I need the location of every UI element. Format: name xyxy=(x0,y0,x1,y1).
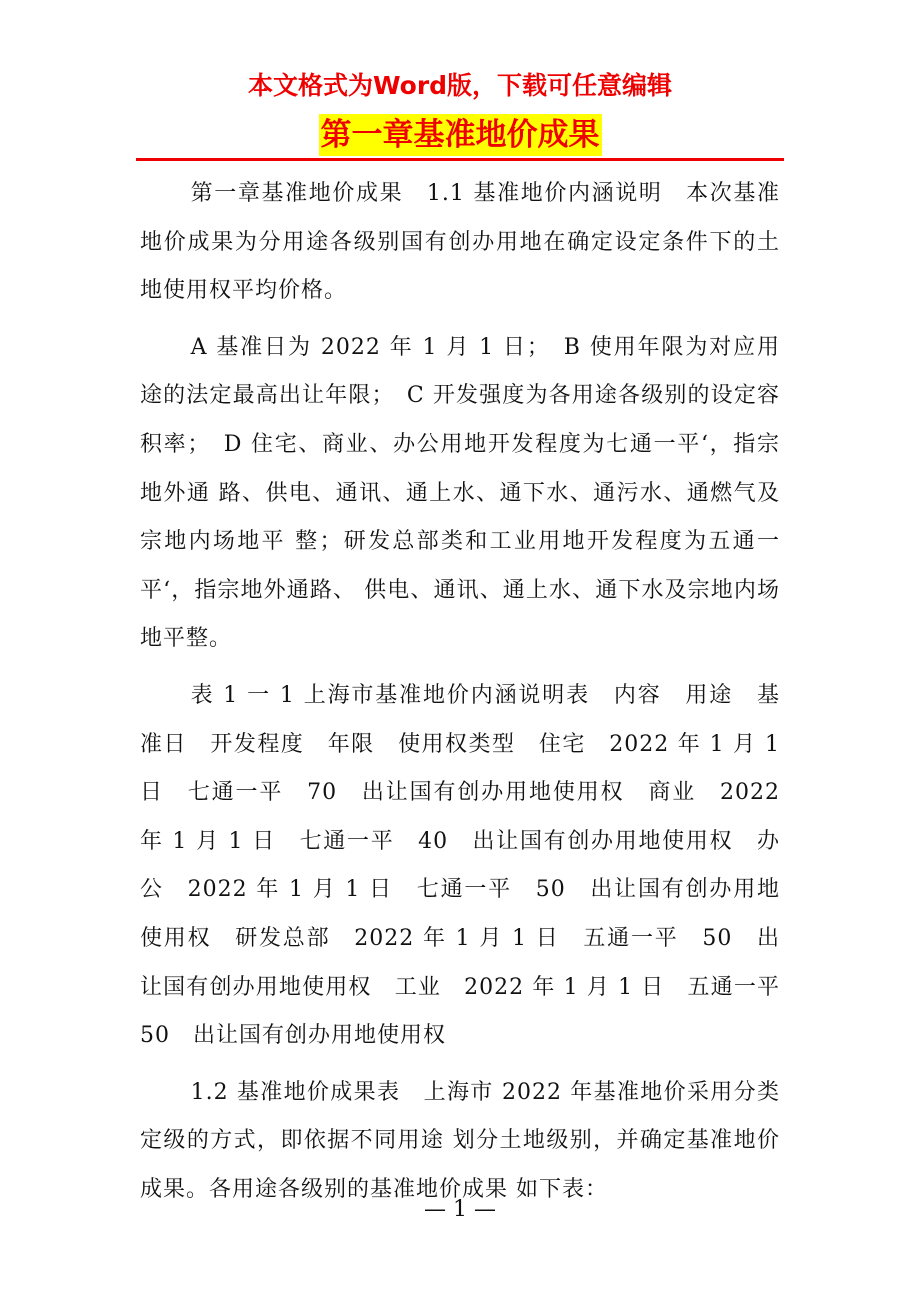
paragraph-intro: 第一章基准地价成果 1.1 基准地价内涵说明 本次基准地价成果为分用途各级别国有创办用地在确定设定条件下的土地使用权平均价格。 xyxy=(140,181,780,304)
paragraph-results: 1.2 基准地价成果表 上海市 2022 年基准地价采用分类定级的方式，即依据不同用途 划分土地级别，并确定基准地价成果。各用途各级别的基准地价成果 如下表： xyxy=(140,1079,780,1202)
document-body xyxy=(140,170,804,1222)
paragraph-table-description: 表 1 一 1 上海市基准地价内涵说明表 内容 用途 基准日 开发程度 年限 使用权类型 住宅 2022 年 1 月 1 日 七通一平 70 出让国有创办用地使用权 商业 2022 年 1 月 1 日 七通一平 40 出让国有创办用地使用权 办公 2022 年 1 月 1 日 七通一平 50 出让国有创办用地使用权 研发总部 2022 年 1 月 1 日 五通一平 50 出让国有创办用地使用权 工业 2022 年 1 月 1 日 五通一平 50 出让国有创办用地使用权 xyxy=(140,682,804,1049)
download-banner: 本文格式为Word版，下载可任意编辑 xyxy=(247,71,673,100)
page-number: — 1 — xyxy=(424,1197,496,1222)
paragraph-conditions: A 基准日为 2022 年 1 月 1 日； B 使用年限为对应用途的法定最高出让年限； C 开发强度为各用途各级别的设定容积率； D 住宅、商业、办公用地开发程度为七通一平‘，指宗地外通 路、供电、通讯、通上水、通下水、通污水、通燃气及宗地内场地平 整；研发总部类和工业用地开发程度为五通一平‘，指宗地外通路、 供电、通讯、通上水、通下水及宗地内场地平整。 xyxy=(140,334,780,652)
title-divider xyxy=(136,158,784,161)
chapter-title: 第一章基准地价成果 xyxy=(319,114,602,156)
title-container xyxy=(0,114,920,156)
